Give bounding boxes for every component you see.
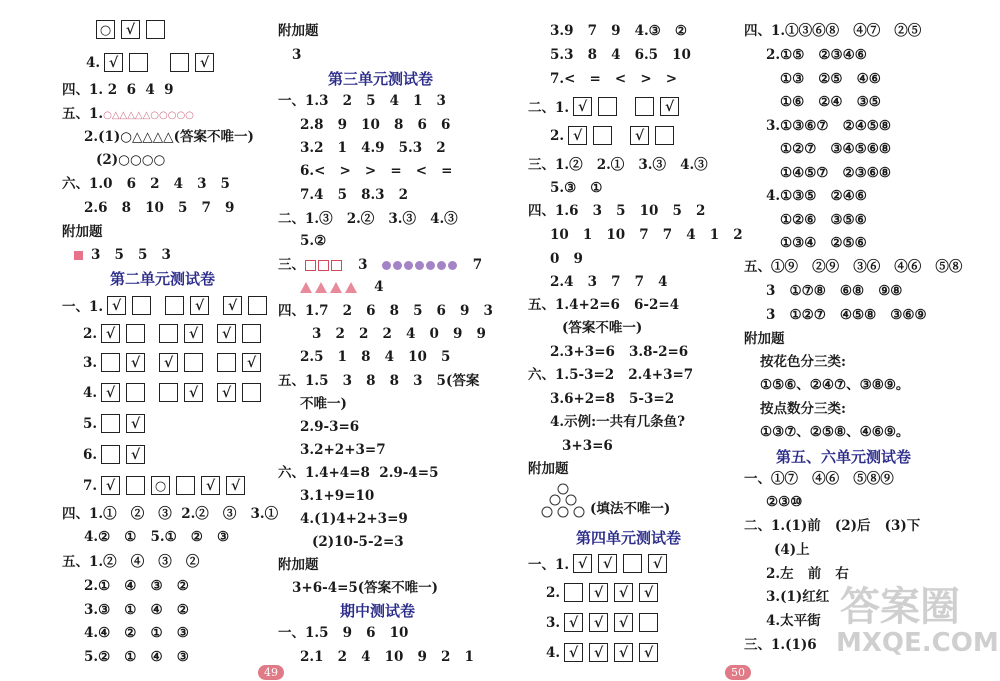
item-label: 2. xyxy=(83,325,98,342)
item-label: 7. xyxy=(83,477,98,494)
item-label: 五、1. xyxy=(62,106,104,122)
answer-box xyxy=(564,643,583,662)
answer-box xyxy=(101,414,120,433)
answer-box xyxy=(226,476,245,495)
page-number: 50 xyxy=(725,665,751,680)
square-icon xyxy=(305,260,316,271)
extra-heading: 附加题 xyxy=(278,557,319,573)
answer-line xyxy=(300,278,384,296)
answer-line: ①⑤⑥、②④⑦、③⑧⑨。 xyxy=(760,377,910,393)
answer-box xyxy=(573,554,592,573)
answer-line: 4.示例:一共有几条鱼? xyxy=(550,414,685,430)
answer-box xyxy=(564,613,583,632)
answer-box xyxy=(598,97,617,116)
answer-line: 4.② ① 5.① ② ③ xyxy=(84,529,230,545)
answer-box xyxy=(146,20,165,39)
extra-answer xyxy=(74,246,171,264)
answer-box xyxy=(564,583,583,602)
answer-box xyxy=(126,445,145,464)
check-row-4 xyxy=(86,53,220,72)
watermark-url: MXQE.COM xyxy=(836,628,999,658)
answer-box xyxy=(248,296,267,315)
answer-line: 不唯一) xyxy=(300,396,347,412)
check-row xyxy=(83,414,151,433)
answer-box xyxy=(121,20,140,39)
check-row xyxy=(83,353,267,372)
check-row xyxy=(83,445,151,464)
extra-heading: 附加题 xyxy=(278,23,319,39)
item-label: 一、1. xyxy=(62,299,104,315)
answer-line: 2.4 3 7 7 4 xyxy=(550,274,668,290)
answer-line: 2.左 前 右 xyxy=(766,566,849,582)
number-triangle-diagram xyxy=(538,482,588,522)
item-label: 4. xyxy=(86,54,101,71)
answer-box xyxy=(126,476,145,495)
answer-box xyxy=(107,296,126,315)
answer-line: 六、1.5-3=2 2.4+3=7 xyxy=(528,367,694,383)
answer-line: 一、1.5 9 6 10 xyxy=(278,625,409,641)
answer-line xyxy=(62,105,194,125)
item-label: 5. xyxy=(83,415,98,432)
answer-line: 3.2 1 4.9 5.3 2 xyxy=(300,140,446,156)
check-row xyxy=(546,613,664,632)
answer-box xyxy=(132,296,151,315)
answer-line: (4)上 xyxy=(774,542,810,558)
answer-line: ①④⑤⑦ ②③⑥⑧ xyxy=(780,165,891,181)
answer-line: 五、1.② ④ ③ ② xyxy=(62,554,200,570)
answer-line: 5.② ① ④ ③ xyxy=(84,649,189,665)
triangle-icon xyxy=(315,282,327,293)
check-row xyxy=(528,96,685,116)
check-row-top xyxy=(96,20,171,39)
check-row xyxy=(546,643,664,662)
answer-line: 三、1.② 2.① 3.③ 4.③ xyxy=(528,157,708,173)
answer-line: 3+6-4=5(答案不唯一) xyxy=(292,580,439,596)
check-row xyxy=(83,476,251,495)
answer-box xyxy=(242,324,261,343)
answer-line: 3+3=6 xyxy=(562,438,613,454)
answer-box xyxy=(614,613,633,632)
answer-line: 五、①⑨ ②⑨ ③⑥ ④⑥ ⑤⑧ xyxy=(744,259,963,275)
answer-line: 3.9 7 9 4.③ ② xyxy=(550,23,687,39)
page-number: 49 xyxy=(258,665,284,680)
answer-box xyxy=(159,383,178,402)
extra-heading: 附加题 xyxy=(528,461,569,477)
answer-line: 3.1+9=10 xyxy=(300,488,375,504)
triangle-icon xyxy=(345,282,357,293)
answer-line: 四、1.7 2 6 8 5 6 9 3 xyxy=(278,303,493,319)
answer-box xyxy=(217,353,236,372)
answer-line: 2.3+3=6 3.8-2=6 xyxy=(550,344,689,360)
circle-icon xyxy=(426,261,435,270)
item-label: 一、1. xyxy=(528,557,570,573)
answer-box xyxy=(217,383,236,402)
answer-box xyxy=(101,324,120,343)
answer-line: (填法不唯一) xyxy=(590,501,671,517)
answer-box xyxy=(126,353,145,372)
answer-line: 二、1.(1)前 (2)后 (3)下 xyxy=(744,518,921,534)
answer-box xyxy=(195,53,214,72)
answer-line: 7.4 5 8.3 2 xyxy=(300,187,409,203)
watermark-logo: 答案圈 xyxy=(840,584,960,630)
column-1 xyxy=(0,0,279,681)
answer-box xyxy=(159,353,178,372)
answer-line: 4.(1)4+2+3=9 xyxy=(300,511,408,527)
answer-line: 5.② xyxy=(300,233,327,249)
answer-box xyxy=(201,476,220,495)
answer-line: 2.①⑤ ②③④⑥ xyxy=(766,47,867,63)
extra-heading: 附加题 xyxy=(62,224,103,240)
extra-heading: 附加题 xyxy=(744,331,785,347)
shape-sequence: ○△△△△△○○○○○ xyxy=(103,110,194,121)
extra-answer: 3 xyxy=(292,47,302,63)
answer-line: 10 1 10 7 7 4 1 2 xyxy=(550,227,743,243)
answer-line: 2.8 9 10 8 6 6 xyxy=(300,117,451,133)
answer-box xyxy=(151,476,170,495)
circle-icon xyxy=(415,261,424,270)
count-value: 7 xyxy=(472,257,483,273)
circle-icon xyxy=(448,261,457,270)
answer-line: 按花色分三类: xyxy=(760,354,846,370)
answer-box xyxy=(126,324,145,343)
answer-box xyxy=(593,126,612,145)
answer-box xyxy=(101,445,120,464)
answer-line: 4.太平街 xyxy=(766,613,821,629)
answer-line: 五、1.4+2=6 6-2=4 xyxy=(528,297,680,313)
item-label: 二、1. xyxy=(528,100,570,116)
answer-box xyxy=(648,554,667,573)
answer-box xyxy=(165,296,184,315)
item-label: 3. xyxy=(546,614,561,631)
answer-line: ①⑥ ②④ ③⑤ xyxy=(780,94,881,110)
answer-box xyxy=(170,53,189,72)
answer-box xyxy=(101,383,120,402)
answer-line: 六、1.4+4=8 2.9-4=5 xyxy=(278,465,439,481)
answer-box xyxy=(589,643,608,662)
answer-box xyxy=(159,324,178,343)
check-row xyxy=(83,324,267,343)
answer-line: 6.< > > = < = xyxy=(300,163,453,179)
answer-line: ①③⑦、②⑤⑧、④⑥⑨。 xyxy=(760,424,910,440)
item-label: 2. xyxy=(550,127,565,144)
answer-box xyxy=(623,554,642,573)
answer-box xyxy=(126,383,145,402)
answer-line: ①②⑦ ③④⑤⑥⑧ xyxy=(780,141,891,157)
circle-icon xyxy=(393,261,402,270)
answer-box xyxy=(630,126,649,145)
answer-box xyxy=(176,476,195,495)
circle-icon xyxy=(437,261,446,270)
answer-line: 四、1.6 3 5 10 5 2 xyxy=(528,203,706,219)
answer-box xyxy=(242,353,261,372)
extra-answer-text: 3 5 5 3 xyxy=(91,247,171,263)
answer-line: 3 2 2 2 4 0 9 9 xyxy=(312,326,486,342)
item-label: 三、 xyxy=(278,257,305,273)
answer-line: 7.< = < > > xyxy=(550,71,678,87)
answer-box xyxy=(598,554,617,573)
answer-box xyxy=(96,20,115,39)
answer-line: (答案不唯一) xyxy=(562,320,643,336)
circle-icon xyxy=(382,261,391,270)
answer-box xyxy=(184,383,203,402)
item-label: 4. xyxy=(546,644,561,661)
section-title: 期中测试卷 xyxy=(340,602,416,620)
answer-line: 四、1.① ② ③ 2.② ③ 3.① xyxy=(62,506,279,522)
answer-box xyxy=(184,353,203,372)
check-row xyxy=(62,295,273,315)
answer-box xyxy=(184,324,203,343)
answer-box xyxy=(568,126,587,145)
answer-line: 2.1 2 4 10 9 2 1 xyxy=(300,649,474,665)
count-value: 4 xyxy=(374,279,384,295)
answer-box xyxy=(101,476,120,495)
answer-line: ①③④ ②⑤⑥ xyxy=(780,235,867,251)
answer-line: ①③ ②⑤ ④⑥ xyxy=(780,71,881,87)
column-2 xyxy=(270,0,520,681)
answer-line: 2.9-3=6 xyxy=(300,419,360,435)
answer-line: 3 ①⑦⑧ ⑥⑧ ⑨⑧ xyxy=(766,283,903,299)
answer-box xyxy=(101,353,120,372)
answer-line: ①②⑥ ③⑤⑥ xyxy=(780,212,867,228)
item-label: 6. xyxy=(83,446,98,463)
item-label: 3. xyxy=(83,354,98,371)
answer-box xyxy=(129,53,148,72)
section-title: 第四单元测试卷 xyxy=(576,529,682,547)
answer-line: 四、1. 2 6 4 9 xyxy=(62,82,174,98)
check-row xyxy=(546,583,664,602)
column-4 xyxy=(740,0,1000,681)
answer-box xyxy=(126,414,145,433)
answer-line: 3.①③⑥⑦ ②④⑤⑧ xyxy=(766,118,892,134)
count-value: 3 xyxy=(358,257,368,273)
answer-line: 一、①⑦ ④⑥ ⑤⑧⑨ xyxy=(744,471,894,487)
answer-line: 3.2+2+3=7 xyxy=(300,442,386,458)
answer-line: 六、1.0 6 2 4 3 5 xyxy=(62,176,230,192)
square-icon xyxy=(331,260,342,271)
answer-line: 5.3 8 4 6.5 10 xyxy=(550,47,691,63)
item-label: 2. xyxy=(546,584,561,601)
answer-line: 2.5 1 8 4 10 5 xyxy=(300,349,451,365)
answer-line: (2)10-5-2=3 xyxy=(312,534,404,550)
answer-box xyxy=(217,324,236,343)
answer-line: 五、1.5 3 8 8 3 5(答案 xyxy=(278,373,480,389)
answer-line: 0 9 xyxy=(550,251,583,267)
answer-box xyxy=(639,643,658,662)
check-row xyxy=(550,126,680,145)
section-title: 第二单元测试卷 xyxy=(110,270,216,288)
answer-box xyxy=(639,613,658,632)
answer-box xyxy=(589,613,608,632)
triangle-icon xyxy=(330,282,342,293)
answer-line: (2)○○○○ xyxy=(96,152,166,168)
circle-icon xyxy=(404,261,413,270)
answer-box xyxy=(614,583,633,602)
answer-line: 三、1.(1)6 xyxy=(744,637,817,653)
answer-line: 3 ①②⑦ ④⑤⑧ ③⑥⑨ xyxy=(766,307,927,323)
answer-line: 四、1.①③⑥⑧ ④⑦ ②⑤ xyxy=(744,23,922,39)
answer-line: 二、1.③ 2.② 3.③ 4.③ xyxy=(278,211,458,227)
pink-square-icon xyxy=(74,251,83,260)
answer-box xyxy=(104,53,123,72)
answer-line: 2.6 8 10 5 7 9 xyxy=(84,200,235,216)
answer-box xyxy=(573,97,592,116)
answer-line: 3.(1)红红 xyxy=(766,589,830,605)
section-title: 第三单元测试卷 xyxy=(328,70,434,88)
check-row xyxy=(528,553,673,573)
answer-line: 4.④ ② ① ③ xyxy=(84,625,189,641)
answer-line: 5.③ ① xyxy=(550,180,603,196)
check-row xyxy=(83,383,267,402)
answer-line: 按点数分三类: xyxy=(760,401,846,417)
answer-box xyxy=(223,296,242,315)
answer-line: 2.① ④ ③ ② xyxy=(84,578,189,594)
answer-line: 一、1.3 2 5 4 1 3 xyxy=(278,93,446,109)
answer-line: 2.(1)○△△△△(答案不唯一) xyxy=(84,129,254,145)
triangle-icon xyxy=(300,282,312,293)
answer-box xyxy=(660,97,679,116)
answer-box xyxy=(655,126,674,145)
item-label: 4. xyxy=(83,384,98,401)
square-icon xyxy=(318,260,329,271)
answer-line: 4.①③⑤ ②④⑥ xyxy=(766,188,867,204)
answer-box xyxy=(589,583,608,602)
answer-line: 3.6+2=8 5-3=2 xyxy=(550,391,675,407)
answer-box xyxy=(639,583,658,602)
answer-line: 3.③ ① ④ ② xyxy=(84,602,189,618)
answer-box xyxy=(614,643,633,662)
section-title: 第五、六单元测试卷 xyxy=(776,448,912,466)
answer-box xyxy=(242,383,261,402)
answer-box xyxy=(190,296,209,315)
answer-box xyxy=(635,97,654,116)
answer-line: ②③⑩ xyxy=(766,494,803,510)
answer-line xyxy=(278,256,482,274)
